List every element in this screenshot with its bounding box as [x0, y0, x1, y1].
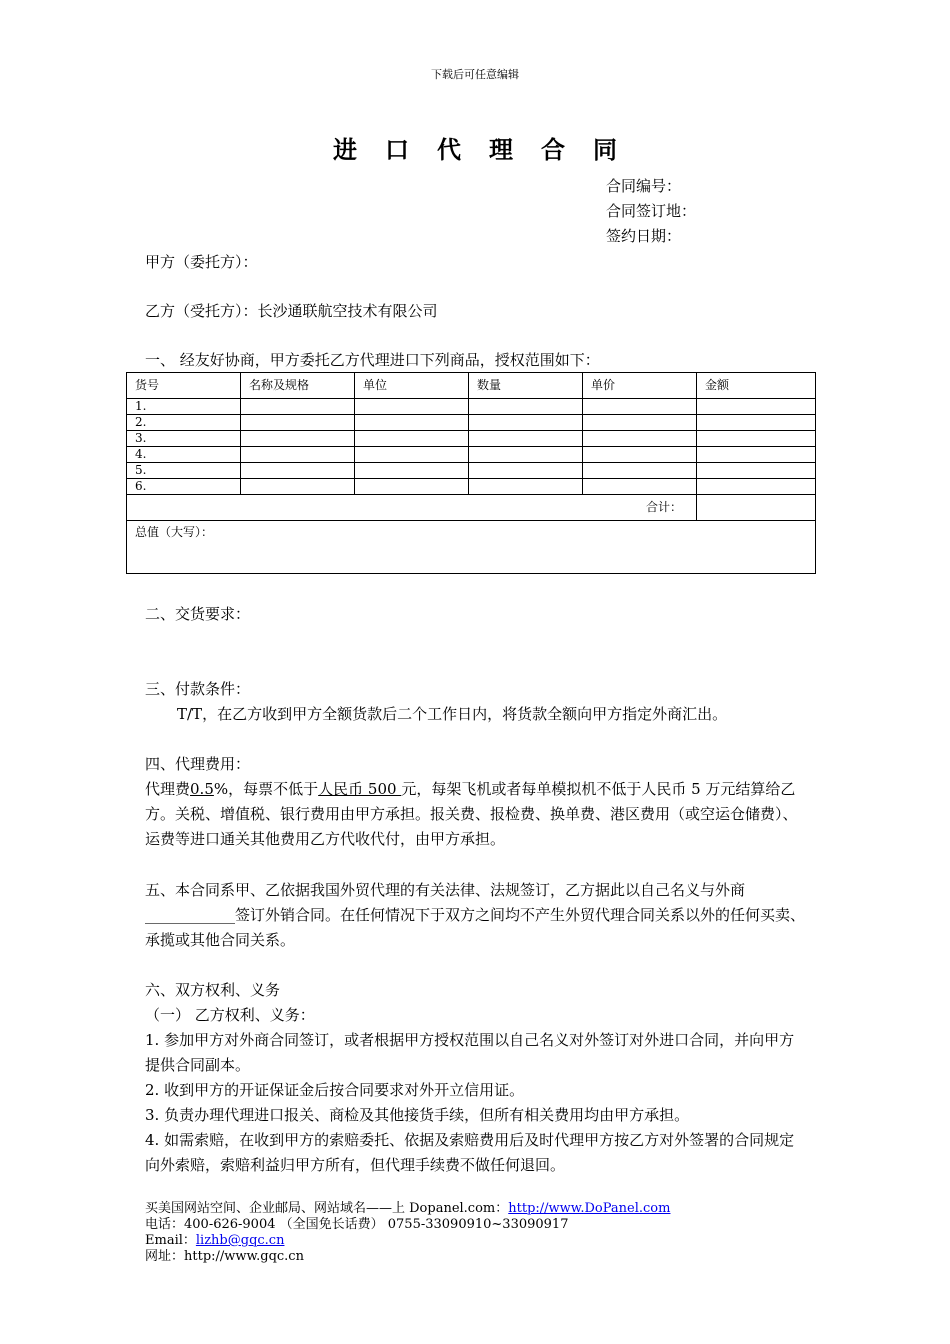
table-cell	[469, 431, 583, 447]
col-item-no: 货号	[127, 373, 241, 399]
row-label: 2.	[127, 415, 241, 431]
table-cell	[583, 399, 697, 415]
col-amount: 金额	[697, 373, 816, 399]
col-quantity: 数量	[469, 373, 583, 399]
email-link[interactable]: lizhb@gqc.cn	[195, 1233, 285, 1248]
table-row	[127, 479, 816, 495]
row-label: 4.	[127, 447, 241, 463]
goods-table	[126, 372, 816, 574]
table-cell	[583, 415, 697, 431]
table-cell	[469, 447, 583, 463]
col-unit: 单位	[355, 373, 469, 399]
table-cell	[469, 463, 583, 479]
table-cell	[469, 415, 583, 431]
table-cell	[241, 399, 355, 415]
row-label: 6.	[127, 479, 241, 495]
table-cell	[697, 415, 816, 431]
section-3-title: 三、付款条件：	[145, 680, 251, 698]
table-cell	[241, 479, 355, 495]
row-label: 5.	[127, 463, 241, 479]
footer-ad	[145, 1201, 670, 1217]
merchant-blank: ____________	[145, 906, 235, 924]
table-cell	[355, 415, 469, 431]
total-words-label: 总值（大写）：	[127, 521, 816, 574]
section-5-text	[145, 878, 807, 953]
table-cell	[583, 479, 697, 495]
section-6-title: 六、双方权利、义务	[145, 981, 281, 999]
footer-phone: 电话：400-626-9004 （全国免长话费） 0755-33090910~33090917	[145, 1217, 569, 1232]
fee-minimum: 人民币 500	[318, 780, 402, 798]
sign-place-label: 合同签订地：	[606, 202, 697, 220]
section-5-part-2: 签订外销合同。在任何情况下于双方之间均不产生外贸代理合同关系以外的任何买卖、承揽或其他合同关系。	[145, 906, 806, 949]
fee-mid: %，每票不低于	[213, 780, 319, 798]
total-value-cell	[697, 495, 816, 521]
col-unit-price: 单价	[583, 373, 697, 399]
footer-email	[145, 1233, 284, 1249]
table-row	[127, 415, 816, 431]
total-row	[127, 495, 816, 521]
section-2-title: 二、交货要求：	[145, 605, 251, 623]
dopanel-link[interactable]: http://www.DoPanel.com	[508, 1201, 671, 1216]
table-cell	[355, 447, 469, 463]
table-cell	[241, 415, 355, 431]
col-name-spec: 名称及规格	[241, 373, 355, 399]
list-item: 4. 如需索赔，在收到甲方的索赔委托、依据及索赔费用后及时代理甲方按乙方对外签署的合同规定向外索赔，索赔利益归甲方所有，但代理手续费不做任何退回。	[145, 1131, 795, 1174]
table-cell	[355, 463, 469, 479]
table-header-row	[127, 373, 816, 399]
list-item: 2. 收到甲方的开证保证金后按合同要求对外开立信用证。	[145, 1081, 525, 1099]
section-4-title: 四、代理费用：	[145, 755, 251, 773]
table-row	[127, 447, 816, 463]
list-item: 3. 负责办理代理进口报关、商检及其他接货手续，但所有相关费用均由甲方承担。	[145, 1106, 690, 1124]
contract-title: 进口代理合同	[333, 135, 645, 164]
table-cell	[583, 463, 697, 479]
section-1-intro: 一、 经友好协商，甲方委托乙方代理进口下列商品，授权范围如下：	[145, 351, 600, 369]
table-cell	[469, 399, 583, 415]
section-6-subtitle: （一） 乙方权利、义务：	[145, 1006, 315, 1024]
fee-rate: 0.5	[190, 780, 214, 798]
section-3-text: T/T，在乙方收到甲方全额货款后二个工作日内，将货款全额向甲方指定外商汇出。	[177, 705, 728, 723]
table-cell	[355, 399, 469, 415]
table-cell	[241, 463, 355, 479]
section-4-text	[145, 777, 807, 852]
table-cell	[355, 479, 469, 495]
table-row	[127, 431, 816, 447]
footer-ad-text: 买美国网站空间、企业邮局、网站域名——上 Dopanel.com：	[145, 1201, 509, 1216]
header-note: 下载后可任意编辑	[431, 68, 519, 81]
table-cell	[355, 431, 469, 447]
footer-website: 网址：http://www.gqc.cn	[145, 1249, 304, 1264]
table-cell	[469, 479, 583, 495]
list-item: 1. 参加甲方对外商合同签订，或者根据甲方授权范围以自己名义对外签订对外进口合同，并向甲方提供合同副本。	[145, 1031, 795, 1074]
table-row	[127, 399, 816, 415]
row-label: 3.	[127, 431, 241, 447]
total-words-row	[127, 521, 816, 574]
total-label: 合计：	[127, 495, 697, 521]
table-cell	[583, 431, 697, 447]
table-cell	[697, 447, 816, 463]
table-cell	[697, 479, 816, 495]
party-b: 乙方（受托方）：长沙通联航空技术有限公司	[145, 302, 438, 320]
table-cell	[241, 447, 355, 463]
table-cell	[697, 399, 816, 415]
fee-prefix: 代理费	[145, 780, 191, 798]
table-cell	[583, 447, 697, 463]
table-cell	[241, 431, 355, 447]
table-cell	[697, 431, 816, 447]
fee-rest: 元，每架飞机或者每单模拟机不低于人民币 5 万元结算给乙方。关税、增值税、银行费用由甲方承担。报关费、报检费、换单费、港区费用（或空运仓储费）、运费等进口通关其他费用乙方代收代付，由甲方承担。	[145, 780, 798, 848]
table-cell	[697, 463, 816, 479]
row-label: 1.	[127, 399, 241, 415]
section-5-part-1: 五、本合同系甲、乙依据我国外贸代理的有关法律、法规签订，乙方据此以自己名义与外商	[145, 881, 746, 899]
party-a: 甲方（委托方）：	[145, 253, 258, 271]
table-row	[127, 463, 816, 479]
contract-number-label: 合同编号：	[606, 177, 682, 195]
footer-email-label: Email：	[145, 1233, 196, 1248]
sign-date-label: 签约日期：	[606, 227, 682, 245]
